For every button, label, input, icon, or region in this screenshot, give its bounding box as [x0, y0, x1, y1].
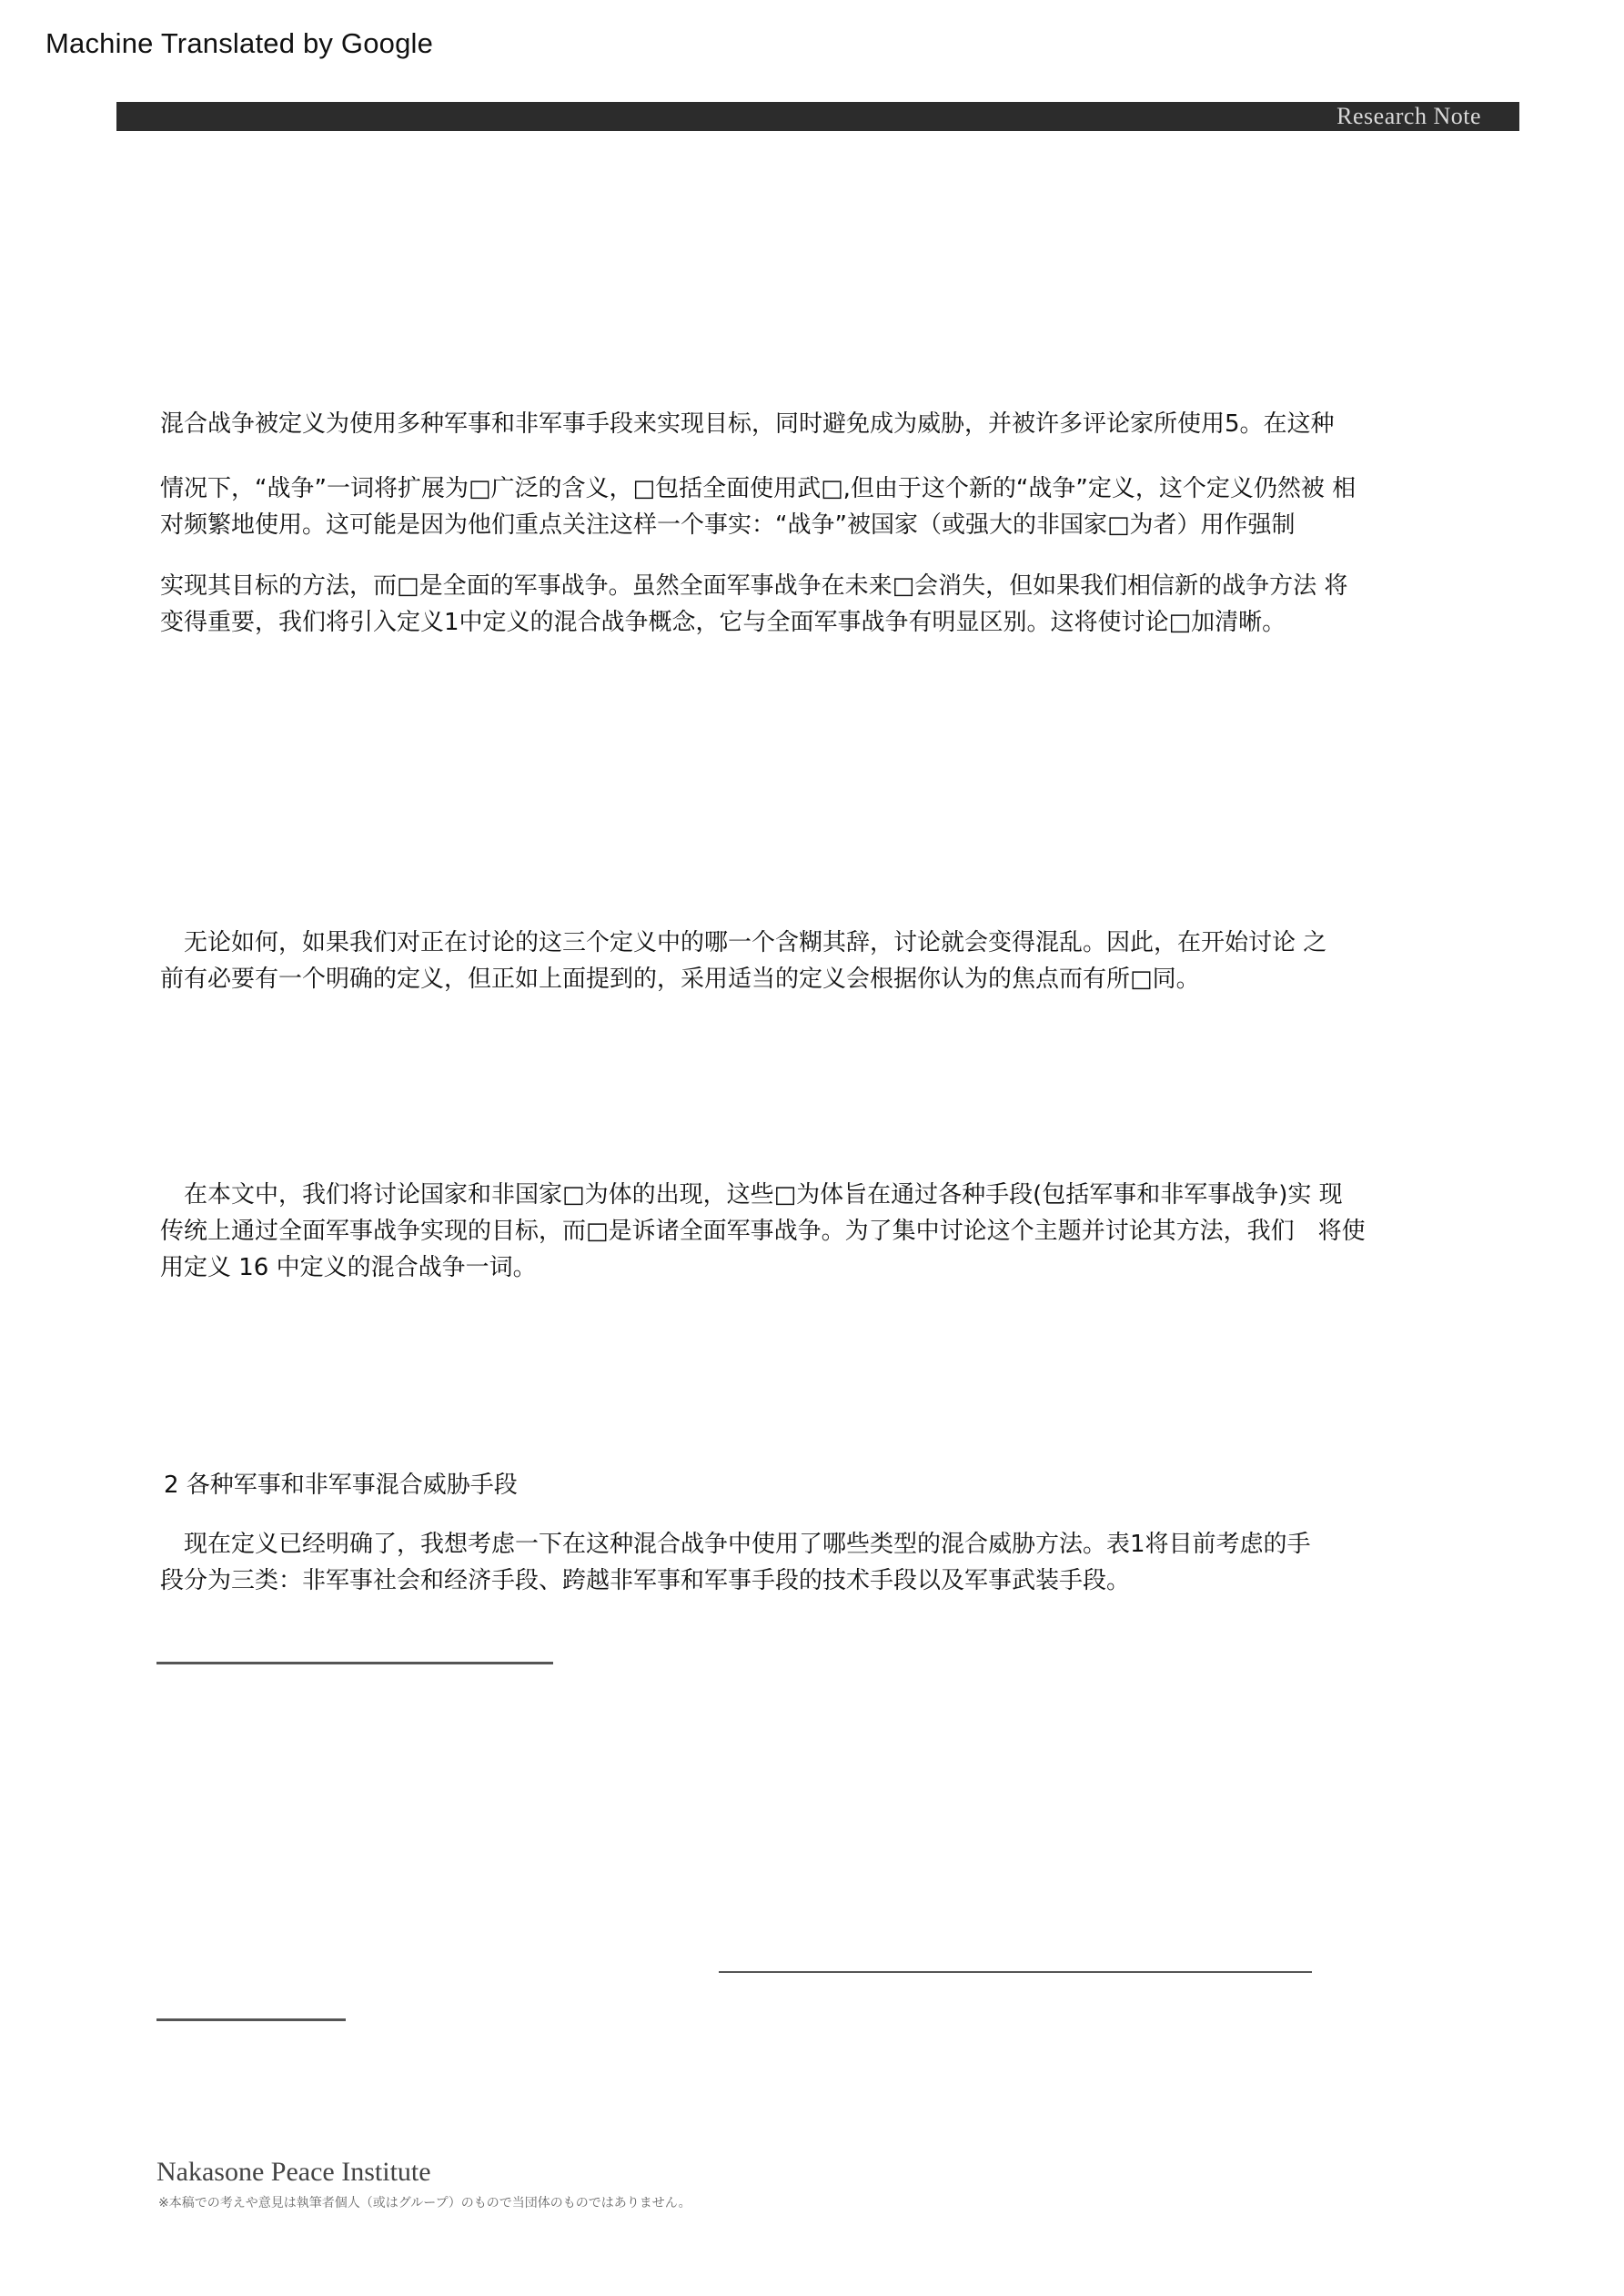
- paragraph-6: [160, 1526, 1498, 1599]
- paragraph-2: [160, 470, 1498, 543]
- machine-translation-banner: Machine Translated by Google: [45, 27, 434, 59]
- paragraph-line: 前有必要有一个明确的定义，但正如上面提到的，采用适当的定义会根据你认为的焦点而有所□同。: [160, 966, 1200, 993]
- paragraph-5: [160, 1177, 1498, 1286]
- paragraph-1: [160, 406, 1498, 442]
- paragraph-line: 无论如何，如果我们对正在讨论的这三个定义中的哪一个含糊其辞，讨论就会变得混乱。因此，在开始讨论 之: [160, 929, 1327, 956]
- header-bar: [116, 102, 1519, 131]
- divider-line: [156, 2018, 346, 2021]
- paragraph-3: [160, 568, 1498, 641]
- header-label: Research Note: [1337, 103, 1481, 129]
- paragraph-line: 情况下，“战争”一词将扩展为□广泛的含义，□包括全面使用武□,但由于这个新的“战争”定义，这个定义仍然被 相: [160, 475, 1357, 502]
- paragraph-line: 实现其目标的方法，而□是全面的军事战争。虽然全面军事战争在未来□会消失，但如果我们相信新的战争方法 将: [160, 572, 1348, 600]
- divider-line: [719, 1971, 1312, 1973]
- paragraph-line: 对频繁地使用。这可能是因为他们重点关注这样一个事实：“战争”被国家（或强大的非国家□为者）用作强制: [160, 511, 1296, 539]
- paragraph-line: 现在定义已经明确了，我想考虑一下在这种混合战争中使用了哪些类型的混合威胁方法。表1将目前考虑的手: [160, 1531, 1311, 1558]
- paragraph-line: 变得重要，我们将引入定义1中定义的混合战争概念，它与全面军事战争有明显区别。这将使讨论□加清晰。: [160, 609, 1286, 636]
- paragraph-line: 段分为三类：非军事社会和经济手段、跨越非军事和军事手段的技术手段以及军事武装手段。: [160, 1567, 1131, 1594]
- paragraph-line: 用定义 16 中定义的混合战争一词。: [160, 1254, 537, 1281]
- paragraph-line: 传统上通过全面军事战争实现的目标，而□是诉诸全面军事战争。为了集中讨论这个主题并讨论其方法，我们 将使: [160, 1218, 1366, 1245]
- footnote-divider: [156, 1662, 553, 1664]
- institute-logo: Nakasone Peace Institute: [156, 2157, 431, 2187]
- section-heading: 2 各种军事和非军事混合威胁手段: [164, 1472, 518, 1499]
- paragraph-line: 混合战争被定义为使用多种军事和非军事手段来实现目标，同时避免成为威胁，并被许多评论家所使用5。在这种: [160, 410, 1335, 438]
- disclaimer-note: ※本稿での考えや意見は執筆者個人（或はグループ）のもので当団体のものではありません。: [158, 2196, 691, 2210]
- paragraph-line: 在本文中，我们将讨论国家和非国家□为体的出现，这些□为体旨在通过各种手段(包括军事和非军事战争)实 现: [160, 1181, 1343, 1209]
- paragraph-4: [160, 925, 1498, 997]
